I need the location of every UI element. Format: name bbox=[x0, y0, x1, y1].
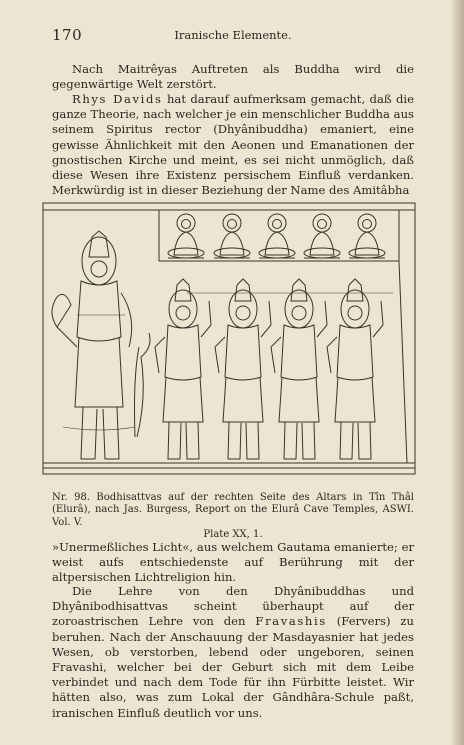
seated-buddhas-row bbox=[168, 214, 385, 258]
paragraph-4-before: Die Lehre von den Dhyânibuddhas und Dhyânibodhisattvas scheint überhaupt auf der zoroastrischen Lehre von den bbox=[52, 584, 414, 629]
author-name: Rhys Davids bbox=[72, 92, 163, 106]
large-bodhisattva bbox=[52, 231, 150, 459]
term-fravashis: Fravashis bbox=[255, 614, 327, 629]
paragraph-1: Nach Maitrêyas Auftreten als Buddha wird die gegenwärtige Welt zerstört. bbox=[52, 62, 414, 92]
seated-buddha bbox=[214, 214, 250, 258]
paragraph-3: »Unermeßliches Licht«, aus welchem Gautama emanierte; er weist aufs entschiedenste auf Berührung mit der altpersischen Lichtreligion hin. bbox=[52, 540, 414, 585]
seated-buddha bbox=[304, 214, 340, 258]
relief-illustration bbox=[37, 197, 421, 480]
standing-bodhisattva bbox=[215, 279, 271, 459]
standing-bodhisattva bbox=[327, 279, 383, 459]
standing-bodhisattva bbox=[271, 279, 327, 459]
standing-bodhisattva bbox=[155, 279, 211, 459]
figure-caption bbox=[52, 492, 414, 542]
page-header bbox=[52, 26, 414, 46]
page-number: 170 bbox=[52, 26, 83, 44]
paragraph-4-after: (Fervers) zu beruhen. Nach der Anschauung der Masdayasnier hat jedes Wesen, ob verstorben, lebend oder ungeboren, seinen Fravashi, welcher bei der Geburt sich mit dem Leibe verbindet und nach dem Tode für ihn Fürbitte leistet. Wir hätten also, was zum Lokal der Gândhâra-Schule paßt, iranischen Einfluß deutlich vor uns. bbox=[52, 614, 415, 720]
caption-plate: Plate XX, 1. bbox=[203, 529, 263, 541]
seated-buddha bbox=[168, 214, 204, 258]
paragraph-4 bbox=[52, 584, 414, 721]
running-title: Iranische Elemente. bbox=[174, 28, 292, 42]
paragraph-2 bbox=[52, 92, 414, 198]
seated-buddha bbox=[349, 214, 385, 258]
figure-bodhisattvas-relief bbox=[37, 197, 421, 480]
caption-text: Nr. 98. Bodhisattvas auf der rechten Seite des Altars in Tîn Thâl (Elurâ), nach Jas. Burgess, Report on the Elurâ Cave Temples, ASWI. Vol. V. bbox=[52, 492, 414, 528]
paragraph-2-text: hat darauf aufmerksam gemacht, daß die ganze Theorie, nach welcher je ein menschlicher Buddha aus seinem Spiritus rector (Dhyânibuddha) emaniert, eine gewisse Ähnlichkeit mit den Aeonen und Emanationen der gnostischen Kirche und meint, es sei nicht unmöglich, daß diese Wesen ihre Existenz persischem Einfluß verdanken. Merkwürdig ist in dieser Beziehung der Name des Amitâbha bbox=[52, 92, 414, 198]
seated-buddha bbox=[259, 214, 295, 258]
